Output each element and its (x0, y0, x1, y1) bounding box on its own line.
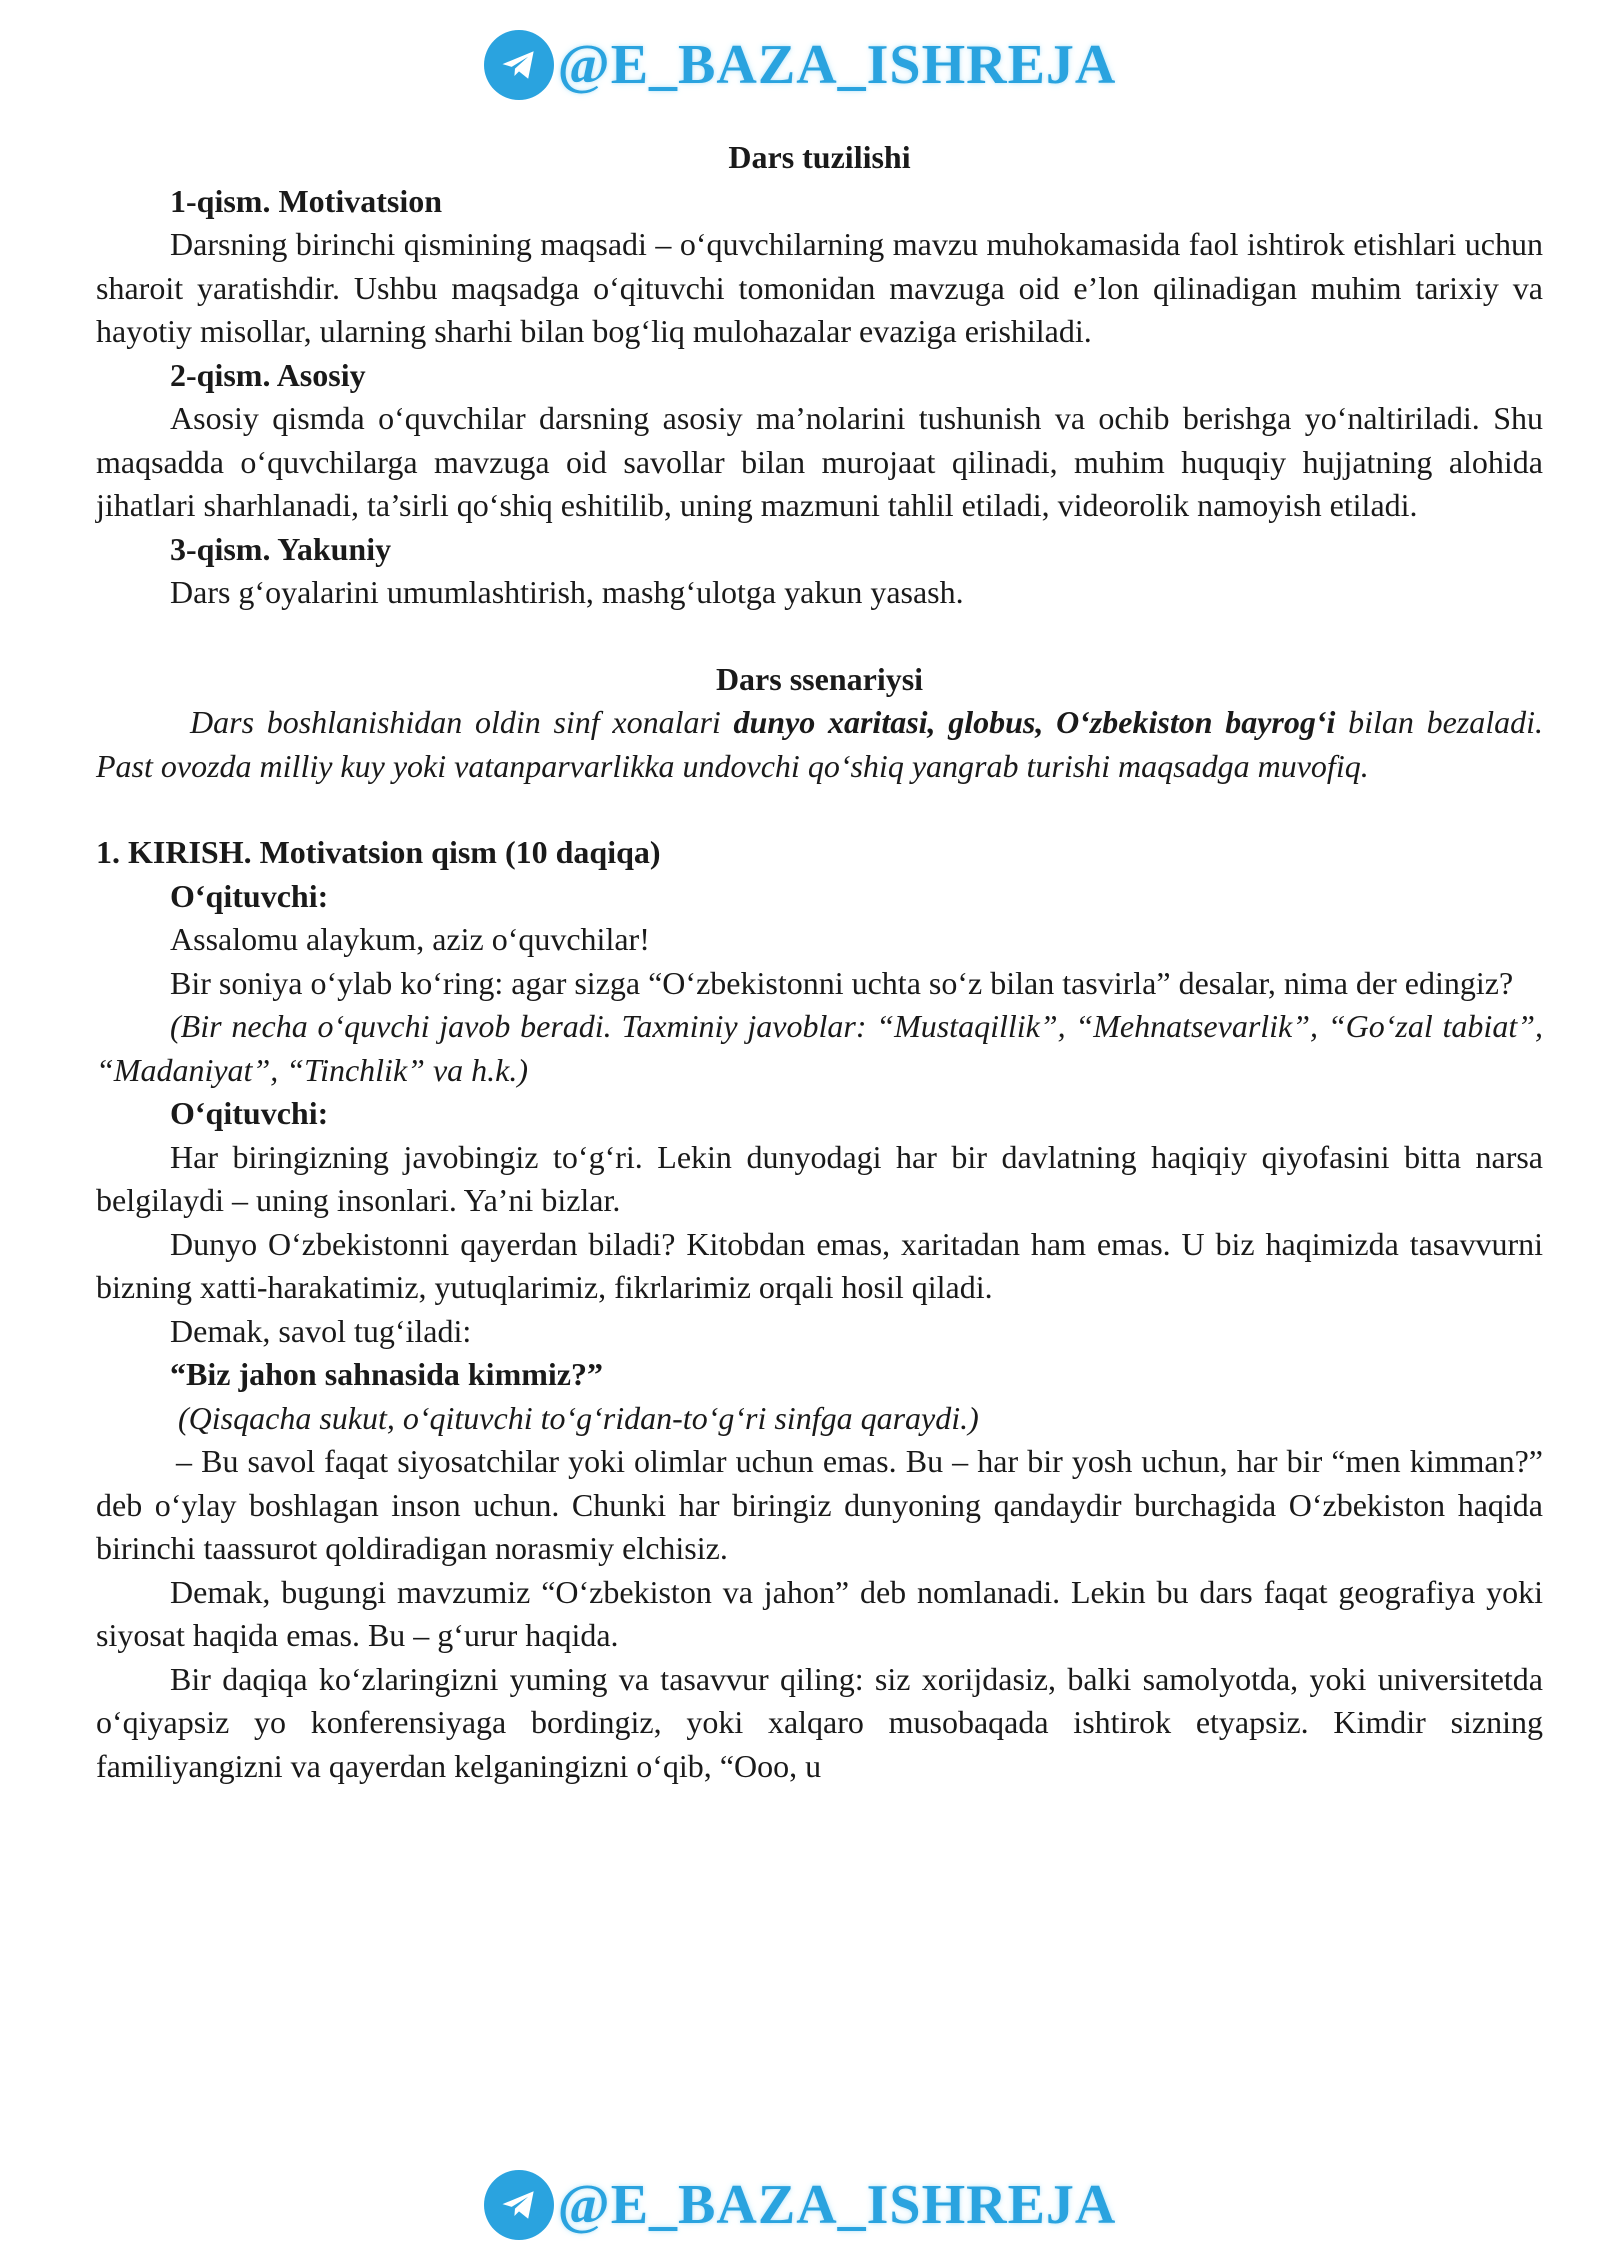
question-text: Bir soniya o‘ylab ko‘ring: agar sizga “O‘zbekistonni uchta so‘z bilan tasvirla” desalar, nima der edingiz? (170, 964, 1514, 1001)
greeting-text: Assalomu alaykum, aziz o‘quvchilar! (170, 921, 650, 957)
document-page (96, 136, 1543, 1788)
answers-note: (Bir necha o‘quvchi javob beradi. Taxminiy javoblar: “Mustaqillik”, “Mehnatsevarlik”, “Go‘zal tabiat”, “Madaniyat”, “Tinchlik” va h.k.) (96, 1008, 1543, 1088)
paragraph: – Bu savol faqat siyosatchilar yoki olimlar uchun emas. Bu – har bir yosh uchun, har bir “men kimman?” deb o‘ylay boshlagan inson uchun. Chunki har biringiz dunyoning qandaydir burchagida O‘zbekiston haqida birinchi taassurot qoldiradigan norasmiy elchisiz. (96, 1443, 1543, 1566)
scenario-intro-bold: dunyo xaritasi, globus, O‘zbekiston bayrog‘i (733, 704, 1336, 740)
key-question: “Biz jahon sahnasida kimmiz?” (170, 1356, 603, 1392)
paragraph: Demak, bugungi mavzumiz “O‘zbekiston va jahon” deb nomlanadi. Lekin bu dars faqat geografiya yoki siyosat haqida emas. Bu – g‘urur haqida. (96, 1573, 1543, 1653)
teacher-label: O‘qituvchi: (170, 877, 329, 914)
scenario-title: Dars ssenariysi (715, 660, 924, 697)
paragraph: Bir daqiqa ko‘zlaringizni yuming va tasavvur qiling: siz xorijdasiz, balki samolyotda, yoki universitetda o‘qiyapsiz yo konferensiyaga bordingiz, yoki xalqaro musobaqada ishtirok etyapsiz. Kimdir sizning familiyangizni va qayerdan kelganingizni o‘qib, “Ooo, u (96, 1660, 1543, 1784)
part1-heading: 1-qism. Motivatsion (170, 182, 442, 219)
part3-heading: 3-qism. Yakuniy (170, 530, 392, 567)
telegram-icon (484, 30, 554, 100)
structure-title: Dars tuzilishi (728, 139, 911, 175)
part3-text: Dars g‘oyalarini umumlashtirish, mashg‘ulotga yakun yasash. (170, 574, 964, 610)
section1-heading: 1. KIRISH. Motivatsion qism (10 daqiqa) (96, 834, 661, 870)
spacer (96, 615, 1543, 658)
paragraph: Har biringizning javobingiz to‘g‘ri. Lekin dunyodagi har bir davlatning haqiqiy qiyofasini bitta narsa belgilaydi – uning insonlari. Ya’ni bizlar. (96, 1138, 1543, 1218)
channel-banner-top (0, 30, 1600, 100)
scenario-intro-part1: Dars boshlanishidan oldin sinf xonalari (190, 704, 734, 740)
teacher-label: O‘qituvchi: (170, 1095, 329, 1131)
channel-handle: @E_BAZA_ISHREJA (557, 34, 1117, 96)
pause-note: (Qisqacha sukut, o‘qituvchi to‘g‘ridan-to‘g‘ri sinfga qaraydi.) (178, 1399, 979, 1436)
part1-text: Darsning birinchi qismining maqsadi – o‘quvchilarning mavzu muhokamasida faol ishtirok etishlari uchun sharoit yaratishdir. Ushbu maqsadga o‘qituvchi tomonidan mavzuga oid e’lon qilinadigan muhim tarixiy va hayotiy misollar, ularning sharhi bilan bog‘liq mulohazalar evaziga erishiladi. (96, 226, 1543, 349)
spacer (96, 788, 1543, 831)
paragraph: Dunyo O‘zbekistonni qayerdan biladi? Kitobdan emas, xaritadan ham emas. U biz haqimizda tasavvurni bizning xatti-harakatimiz, yutuqlarimiz, fikrlarimiz orqali hosil qiladi. (96, 1225, 1543, 1305)
part2-text: Asosiy qismda o‘quvchilar darsning asosiy ma’nolarini tushunish va ochib berishga yo‘naltiriladi. Shu maqsadda o‘quvchilarga mavzuga oid savollar bilan murojaat qilinadi, muhim huquqiy hujjatning alohida jihatlari sharhlanadi, ta’sirli qo‘shiq eshitilib, uning mazmuni tahlil etiladi, videorolik namoyish etiladi. (96, 400, 1543, 523)
scenario-intro-part2: bilan bezaladi. Past ovozda milliy kuy yoki vatanparvarlikka undovchi qo‘shiq yangrab turishi maqsadga muvofiq. (96, 704, 1543, 784)
telegram-icon (484, 2170, 554, 2240)
channel-banner-bottom (0, 2170, 1600, 2240)
channel-handle: @E_BAZA_ISHREJA (557, 2174, 1117, 2236)
scenario-intro (96, 701, 1543, 788)
paragraph: Demak, savol tug‘iladi: (170, 1312, 472, 1349)
part2-heading: 2-qism. Asosiy (170, 356, 366, 393)
